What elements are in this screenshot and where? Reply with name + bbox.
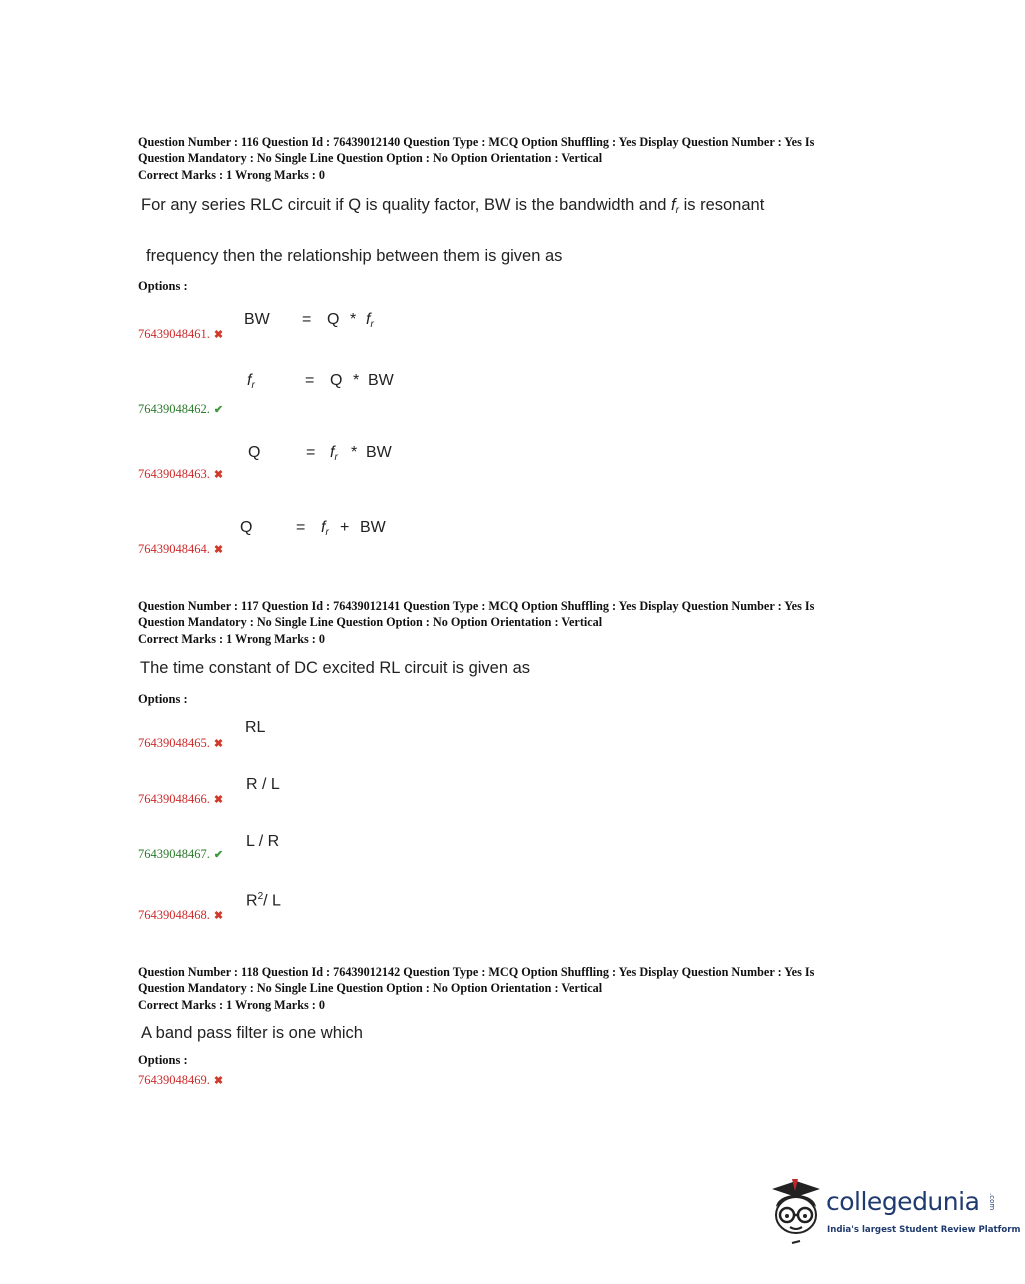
question-117-meta xyxy=(138,599,898,648)
question-118-text: A band pass filter is one which xyxy=(141,1024,363,1042)
wrong-mark-icon: ✖ xyxy=(213,1075,224,1087)
meta-line: Question Number : 116 Question Id : 76439012140 Question Type : MCQ Option Shuffling : Yes Display Question Number : Yes Is xyxy=(138,135,815,149)
question-116-text-line2: frequency then the relationship between them is given as xyxy=(146,247,563,265)
question-116-text-line1: For any series RLC circuit if Q is quality factor, BW is the bandwidth and fr is resonant xyxy=(141,196,765,216)
meta-line: Question Mandatory : No Single Line Question Option : No Option Orientation : Vertical xyxy=(138,614,603,629)
graduate-mascot-icon xyxy=(766,1177,826,1249)
marks-line: Correct Marks : 1 Wrong Marks : 0 xyxy=(138,998,325,1012)
correct-check-icon: ✔ xyxy=(213,849,224,861)
option-value: R / L xyxy=(246,776,280,793)
option-id: 76439048461. ✖ xyxy=(138,327,224,341)
meta-line: Question Mandatory : No Single Line Question Option : No Option Orientation : Vertical xyxy=(138,980,603,995)
wrong-mark-icon: ✖ xyxy=(213,544,224,556)
marks-line: Correct Marks : 1 Wrong Marks : 0 xyxy=(138,632,325,646)
option-id: 76439048462. ✔ xyxy=(138,402,224,416)
marks-line: Correct Marks : 1 Wrong Marks : 0 xyxy=(138,168,325,182)
options-label: Options : xyxy=(138,279,188,293)
wrong-mark-icon: ✖ xyxy=(213,469,224,481)
wrong-mark-icon: ✖ xyxy=(213,738,224,750)
option-value: RL xyxy=(245,719,266,736)
brand-tagline: India's largest Student Review Platform xyxy=(827,1225,1021,1235)
correct-check-icon: ✔ xyxy=(213,404,224,416)
meta-line: Question Mandatory : No Single Line Question Option : No Option Orientation : Vertical xyxy=(138,150,603,165)
option-value: $R^2/$ L xyxy=(246,891,281,910)
option-id: 76439048465. ✖ xyxy=(138,736,224,750)
option-id: 76439048463. ✖ xyxy=(138,467,224,481)
option-id: 76439048468. ✖ xyxy=(138,908,224,922)
option-value: L / R xyxy=(246,833,280,850)
question-118-meta xyxy=(138,965,898,1014)
question-116-meta xyxy=(138,135,898,184)
wrong-mark-icon: ✖ xyxy=(213,794,224,806)
option-id: 76439048466. ✖ xyxy=(138,792,224,806)
wrong-mark-icon: ✖ xyxy=(213,329,224,341)
option-id: 76439048467. ✔ xyxy=(138,847,224,861)
question-117-text: The time constant of DC excited RL circuit is given as xyxy=(140,659,531,677)
brand-name: collegedunia xyxy=(826,1187,980,1216)
option-id: 76439048464. ✖ xyxy=(138,542,224,556)
meta-line: Question Number : 117 Question Id : 76439012141 Question Type : MCQ Option Shuffling : Yes Display Question Number : Yes Is xyxy=(138,599,815,613)
options-label: Options : xyxy=(138,692,188,706)
wrong-mark-icon: ✖ xyxy=(213,910,224,922)
collegedunia-logo xyxy=(766,1177,1021,1249)
meta-line: Question Number : 118 Question Id : 76439012142 Question Type : MCQ Option Shuffling : Yes Display Question Number : Yes Is xyxy=(138,965,815,979)
options-label: Options : xyxy=(138,1053,188,1067)
brand-com: .com xyxy=(988,1193,996,1211)
option-id: 76439048469. ✖ xyxy=(138,1073,224,1087)
